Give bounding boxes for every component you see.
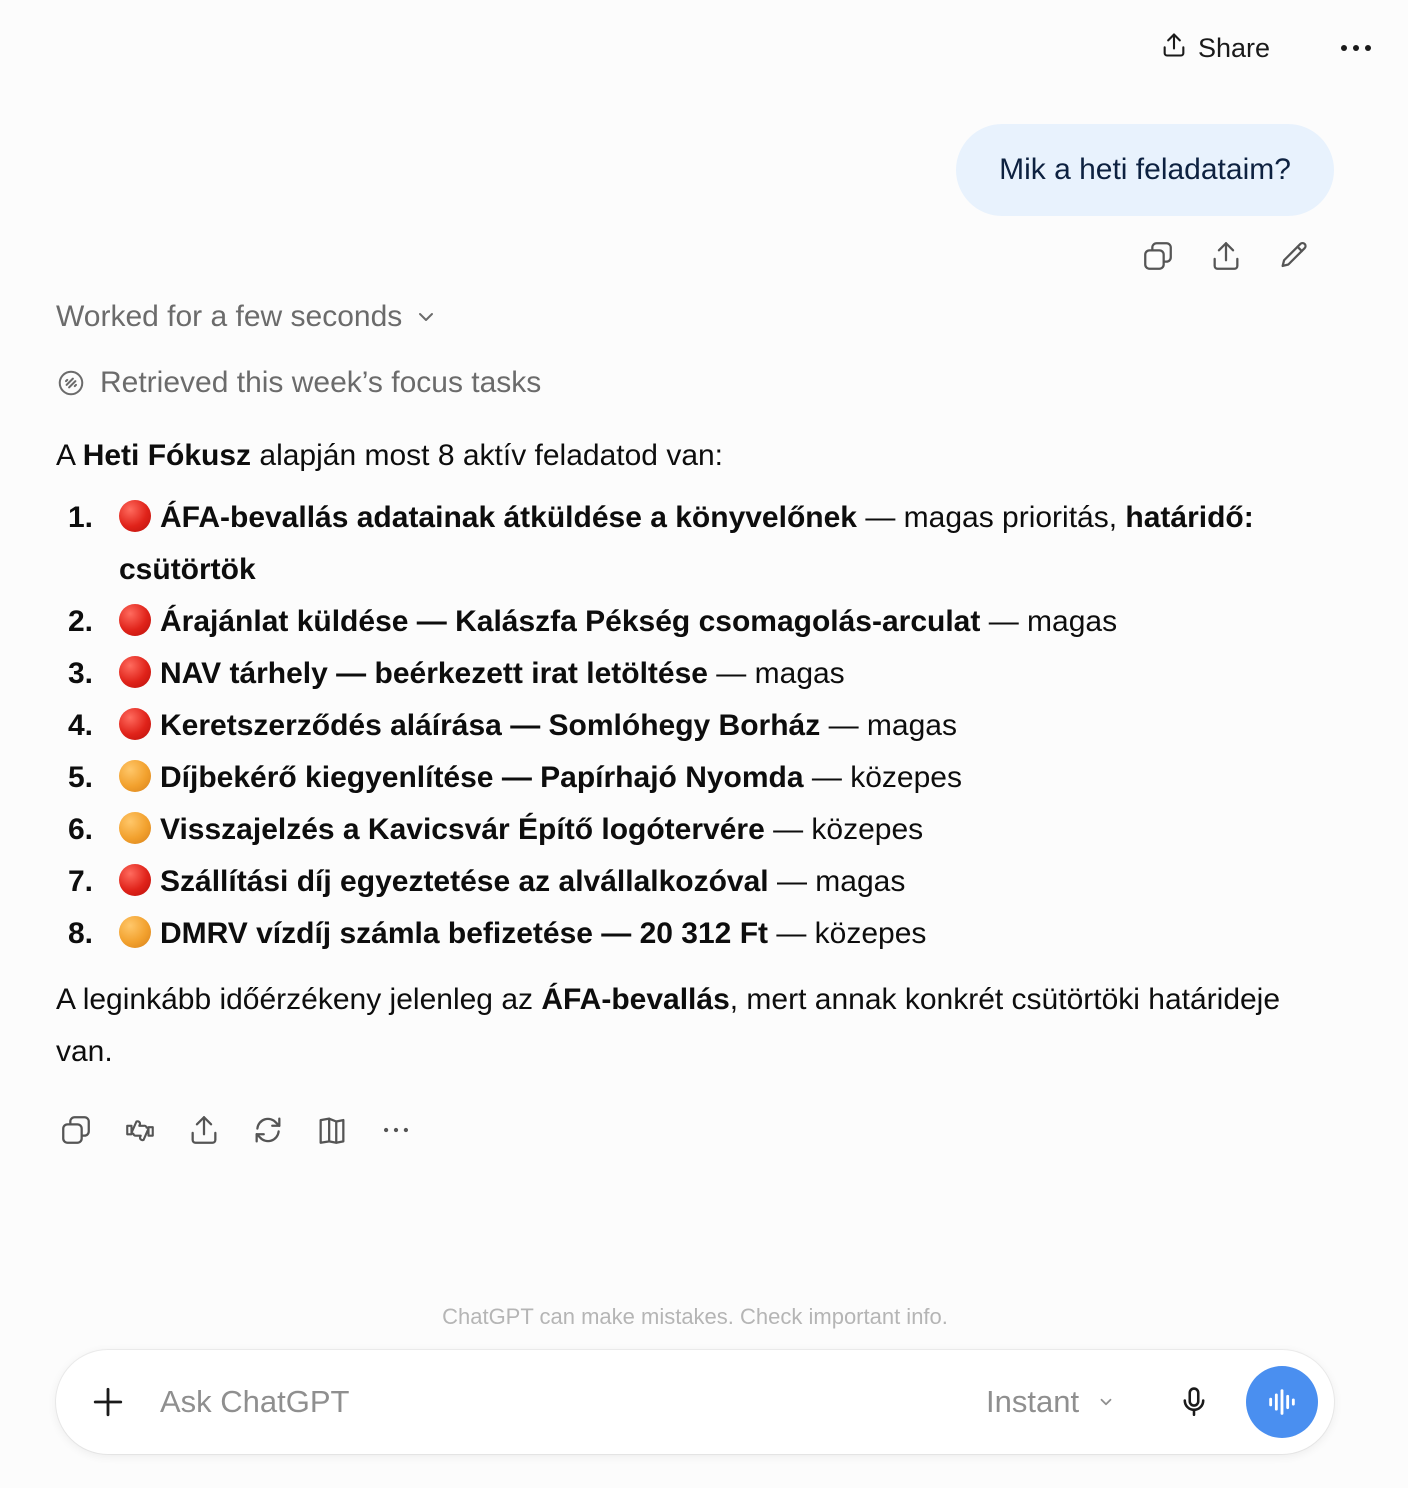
worked-toggle[interactable] — [56, 300, 438, 334]
user-message-actions — [1138, 236, 1314, 276]
task-priority: — közepes — [768, 917, 927, 950]
task-priority: — magas prioritás, — [856, 501, 1126, 534]
orange-circle-icon — [119, 812, 151, 844]
share-icon — [1160, 31, 1188, 66]
more-actions-button[interactable] — [376, 1110, 416, 1150]
share-message-button[interactable] — [184, 1110, 224, 1150]
edit-icon — [1277, 239, 1311, 273]
regenerate-button[interactable] — [248, 1110, 288, 1150]
task-title: Szállítási díj egyeztetése az alvállalkozóval — [160, 865, 769, 898]
task-priority: — magas — [820, 709, 957, 742]
task-item — [56, 700, 1346, 752]
task-item — [56, 908, 1346, 960]
task-number: 1. — [68, 501, 94, 534]
task-priority: — közepes — [803, 761, 962, 794]
voice-wave-icon — [1265, 1385, 1299, 1419]
task-deadline: határidő: csütörtök — [119, 501, 1254, 586]
edit-message-button[interactable] — [1274, 236, 1314, 276]
user-message-text: Mik a heti feladataim? — [999, 153, 1291, 186]
task-number: 8. — [68, 917, 94, 950]
task-number: 2. — [68, 605, 94, 638]
voice-mode-button[interactable] — [1246, 1366, 1318, 1438]
task-number: 5. — [68, 761, 94, 794]
task-item — [56, 752, 1346, 804]
copy-button[interactable] — [1138, 236, 1178, 276]
task-item — [56, 648, 1346, 700]
red-circle-icon — [119, 864, 151, 896]
orange-circle-icon — [119, 760, 151, 792]
worked-label: Worked for a few seconds — [56, 300, 403, 333]
thumbs-icon — [123, 1113, 157, 1147]
red-circle-icon — [119, 656, 151, 688]
closing-prefix: A leginkább időérzékeny jelenleg az — [56, 983, 542, 1016]
composer — [56, 1350, 1334, 1454]
more-options-button[interactable] — [1334, 30, 1378, 66]
task-item — [56, 492, 1346, 596]
retrieved-status — [56, 366, 541, 400]
task-number: 6. — [68, 813, 94, 846]
book-icon — [315, 1113, 349, 1147]
task-list — [56, 492, 1346, 960]
task-title: Díjbekérő kiegyenlítése — Papírhajó Nyomda — [160, 761, 804, 794]
disclaimer: ChatGPT can make mistakes. Check important info. — [442, 1304, 948, 1329]
task-priority: — közepes — [764, 813, 924, 846]
task-number: 3. — [68, 657, 94, 690]
share-button[interactable] — [1160, 28, 1270, 68]
prompt-input[interactable] — [160, 1380, 920, 1424]
task-item — [56, 596, 1346, 648]
microphone-icon — [1177, 1385, 1211, 1419]
intro-bold: Heti Fókusz — [82, 439, 252, 472]
plus-icon — [91, 1385, 125, 1419]
share-icon — [1209, 239, 1243, 273]
task-item — [56, 856, 1346, 908]
task-item — [56, 804, 1346, 856]
add-attachment-button[interactable] — [84, 1378, 132, 1426]
orange-circle-icon — [119, 916, 151, 948]
chevron-down-icon — [1097, 1393, 1115, 1411]
read-aloud-button[interactable] — [312, 1110, 352, 1150]
intro-suffix: alapján most 8 aktív feladatod van: — [251, 439, 724, 472]
feedback-button[interactable] — [120, 1110, 160, 1150]
retrieved-label: Retrieved this week’s focus tasks — [100, 366, 542, 399]
assistant-closing — [56, 974, 1306, 1078]
share-message-button[interactable] — [1206, 236, 1246, 276]
share-icon — [187, 1113, 221, 1147]
task-number: 7. — [68, 865, 94, 898]
model-selector[interactable] — [986, 1380, 1115, 1424]
task-title: Visszajelzés a Kavicsvár Építő logótervére — [160, 813, 765, 846]
copy-button[interactable] — [56, 1110, 96, 1150]
intro-prefix: A — [56, 439, 83, 472]
connector-icon — [56, 368, 86, 398]
copy-icon — [1141, 239, 1175, 273]
model-label: Instant — [986, 1384, 1080, 1419]
more-icon — [379, 1113, 413, 1147]
closing-bold: ÁFA-bevallás — [541, 983, 730, 1016]
task-number: 4. — [68, 709, 94, 742]
red-circle-icon — [119, 500, 151, 532]
closing-suffix: , mert annak konkrét csütörtöki határideje van. — [56, 983, 1281, 1068]
regenerate-icon — [251, 1113, 285, 1147]
task-title: ÁFA-bevallás adatainak átküldése a könyvelőnek — [160, 501, 857, 534]
assistant-intro — [56, 434, 723, 478]
task-title: NAV tárhely — beérkezett irat letöltése — [160, 657, 708, 690]
task-title: DMRV vízdíj számla befizetése — 20 312 Ft — [160, 917, 769, 950]
task-title: Keretszerződés aláírása — Somlóhegy Borház — [160, 709, 821, 742]
more-icon — [1339, 43, 1373, 53]
task-priority: — magas — [707, 657, 845, 690]
assistant-message-actions — [56, 1110, 416, 1150]
share-label: Share — [1198, 32, 1271, 63]
red-circle-icon — [119, 604, 151, 636]
task-title: Árajánlat küldése — Kalászfa Pékség csomagolás-arculat — [160, 605, 981, 638]
task-priority: — magas — [980, 605, 1118, 638]
task-priority: — magas — [768, 865, 906, 898]
dictate-button[interactable] — [1172, 1380, 1216, 1424]
chevron-down-icon — [414, 305, 438, 329]
red-circle-icon — [119, 708, 151, 740]
user-message-bubble — [956, 124, 1334, 216]
copy-icon — [59, 1113, 93, 1147]
